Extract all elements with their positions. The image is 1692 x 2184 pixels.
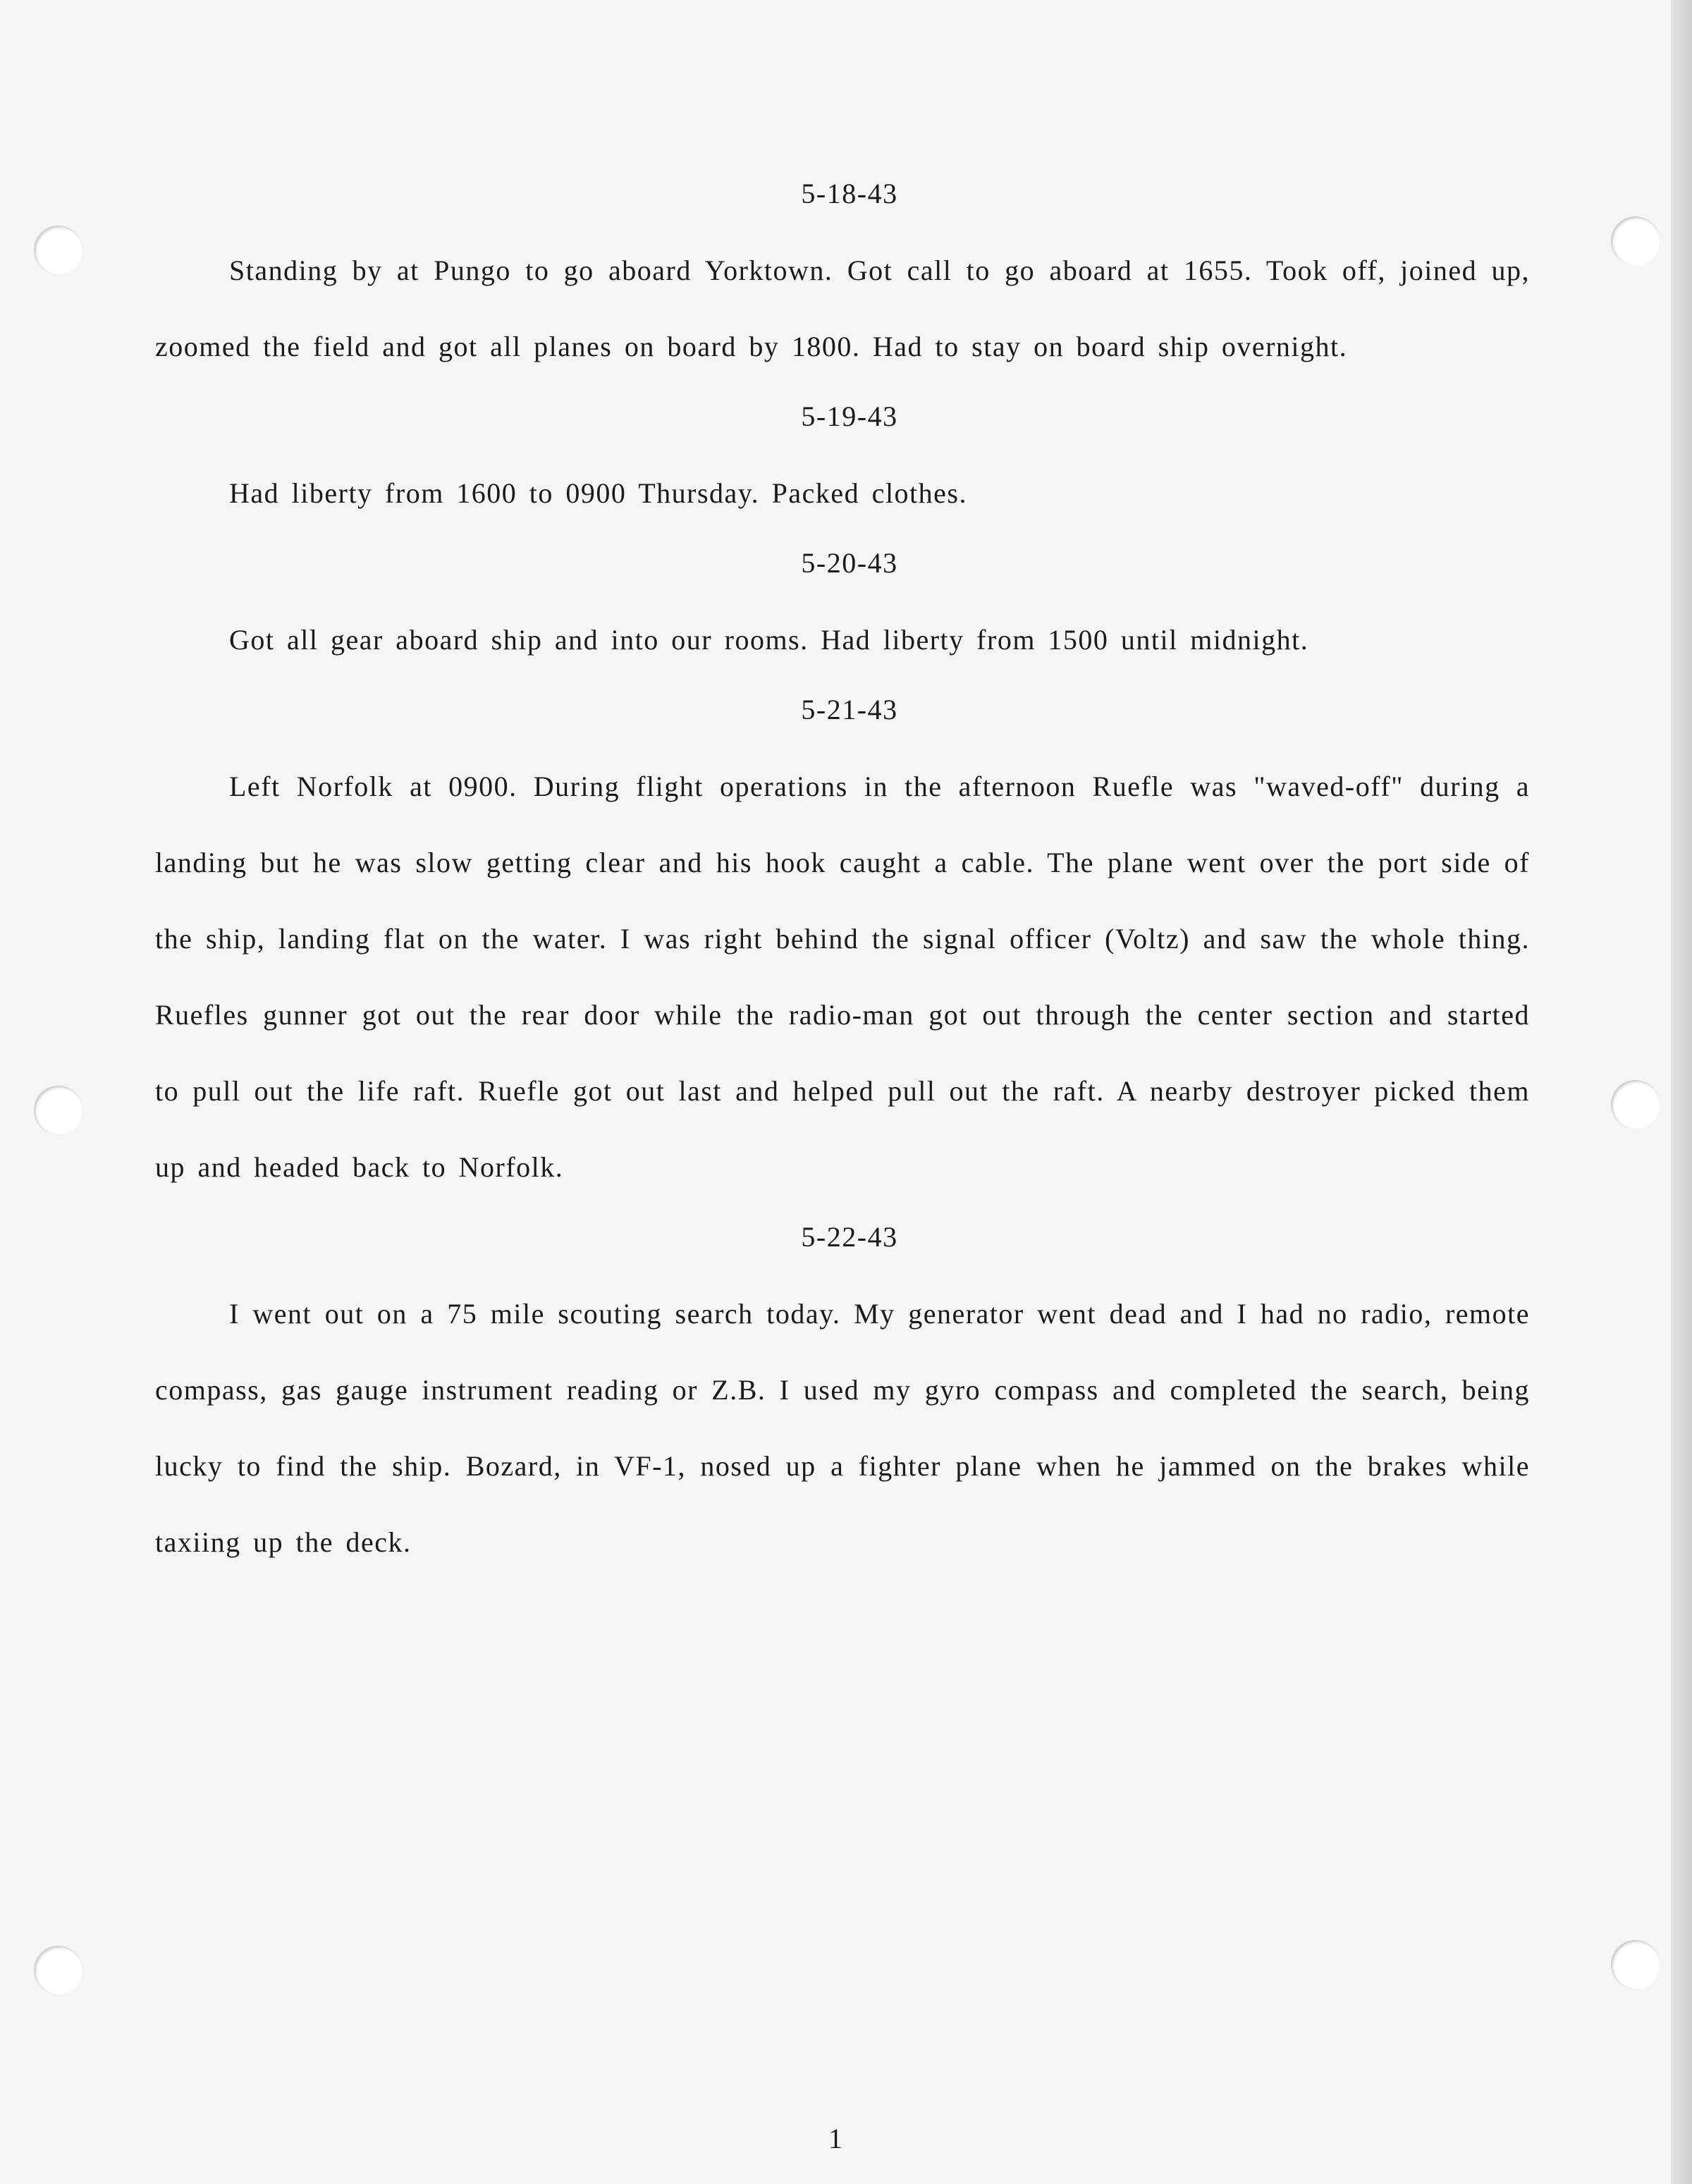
diary-entry: [155, 685, 1530, 1206]
binder-hole: [1611, 1080, 1660, 1129]
binder-hole: [34, 1946, 83, 1995]
entry-date: 5-19-43: [801, 400, 898, 432]
binder-hole: [34, 1086, 83, 1135]
diary-entry: [155, 169, 1530, 385]
page-number: 1: [828, 2123, 842, 2154]
entry-date: 5-20-43: [801, 547, 898, 579]
entry-body: Standing by at Pungo to go aboard Yorktown. Got call to go aboard at 1655. Took off, joined up, zoomed the field and got all planes on board by 1800. Had to stay on board ship overnight.: [155, 254, 1530, 362]
binder-hole: [34, 226, 83, 275]
entry-body: Got all gear aboard ship and into our rooms. Had liberty from 1500 until midnight.: [229, 624, 1309, 656]
diary-entry: [155, 392, 1530, 532]
entry-date: 5-18-43: [801, 178, 898, 209]
entry-date: 5-21-43: [801, 694, 898, 725]
page-edge: [1671, 0, 1692, 2184]
diary-entry: [155, 539, 1530, 678]
binder-hole: [1611, 216, 1660, 266]
binder-hole: [1611, 1940, 1660, 1989]
entry-body: Left Norfolk at 0900. During flight operations in the afternoon Ruefle was "waved-off" during a landing but he was slow getting clear and his hook caught a cable. The plane went over the port side of the ship, landing flat on the water. I was right behind the signal officer (Voltz) and saw the whole thing. Ruefles gunner got out the rear door while the radio-man got out through the center section and started to pull out the life raft. Ruefle got out last and helped pull out the raft. A nearby destroyer picked them up and headed back to Norfolk.: [155, 771, 1530, 1183]
entry-date: 5-22-43: [801, 1221, 898, 1253]
diary-text: [155, 169, 1530, 1588]
diary-entry: [155, 1213, 1530, 1581]
entry-body: I went out on a 75 mile scouting search today. My generator went dead and I had no radio, remote compass, gas gauge instrument reading or Z.B. I used my gyro compass and completed the search, being lucky to find the ship. Bozard, in VF-1, nosed up a fighter plane when he jammed on the brakes while taxiing up the deck.: [155, 1298, 1530, 1558]
entry-body: Had liberty from 1600 to 0900 Thursday. Packed clothes.: [229, 477, 967, 509]
